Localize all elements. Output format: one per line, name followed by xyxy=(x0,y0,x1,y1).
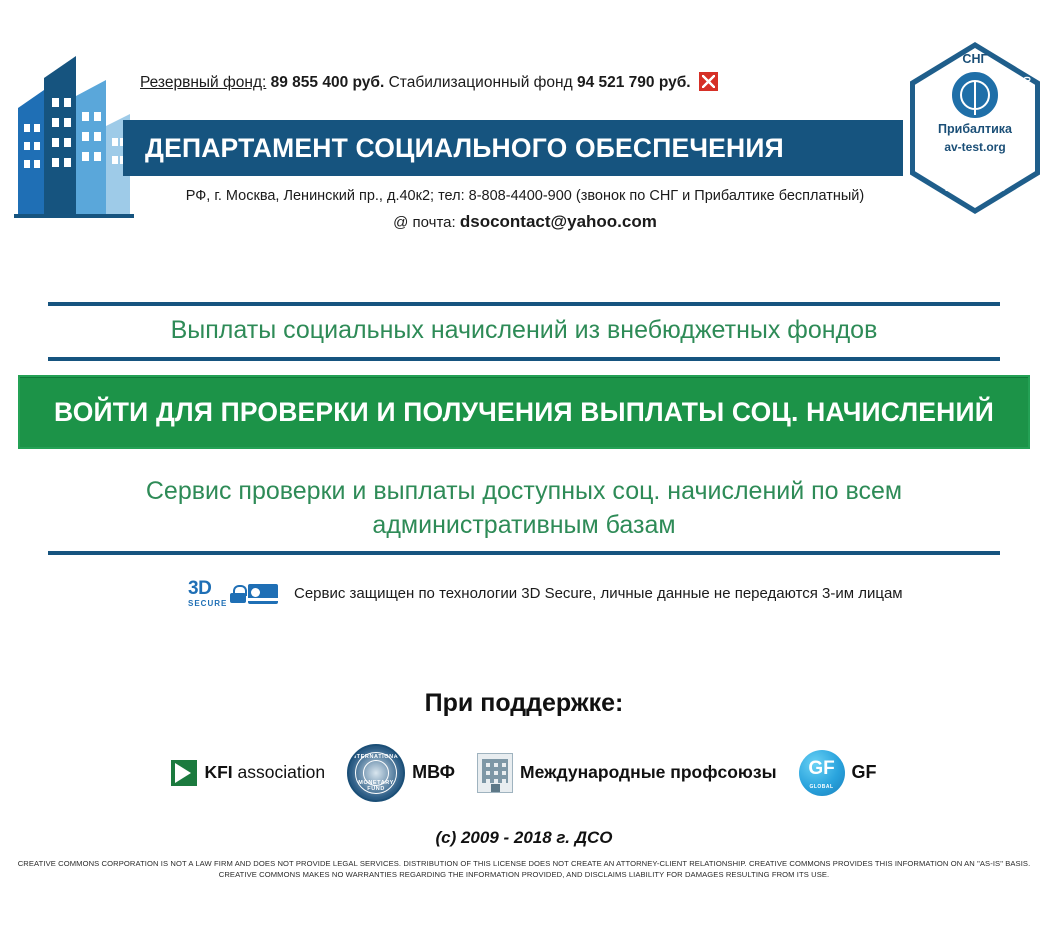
partner-gf xyxy=(799,750,877,796)
partner-unions-label: Международные профсоюзы xyxy=(520,762,777,782)
partner-kfi-label-rest: association xyxy=(232,762,326,782)
reserve-fund-value: 89 855 400 руб. xyxy=(270,74,385,91)
cta-wrapper xyxy=(18,375,1030,449)
section-benefits xyxy=(48,302,1000,361)
support-title: При поддержке: xyxy=(424,688,624,717)
building-logo-icon xyxy=(14,38,134,218)
partner-imf xyxy=(347,744,455,802)
section-benefits-heading: Выплаты социальных начислений из внебюджетных фондов xyxy=(170,316,878,344)
av-test-certified-badge xyxy=(910,42,1040,214)
cis-emblem-icon xyxy=(952,72,998,118)
copyright-text: (c) 2009 - 2018 г. ДСО xyxy=(435,827,613,847)
login-cta-button[interactable] xyxy=(18,375,1030,449)
email-row xyxy=(150,210,900,235)
reserve-fund-label: Резервный фонд: xyxy=(140,74,267,91)
section-service xyxy=(48,475,1000,555)
imf-seal-top-text: INTERNATIONAL xyxy=(349,753,403,760)
gf-globe-icon xyxy=(799,750,845,796)
badge-region-sub: Прибалтика xyxy=(938,122,1012,136)
contact-block xyxy=(150,186,900,235)
badge-platform-text: WINDOWS xyxy=(943,182,1007,194)
funds-ticker xyxy=(140,72,900,92)
3d-secure-text: 3D xyxy=(188,578,212,599)
legal-disclaimer: CREATIVE COMMONS CORPORATION IS NOT A LAW FIRM AND DOES NOT PROVIDE LEGAL SERVICES. DISTRIBUTION OF THIS LICENSE DOES NOT CREATE AN ATTORNEY-CLIENT RELATIONSHIP. CREATIVE COMMONS PROVIDES THIS INFORMATION ON AN "AS-IS" BASIS. CREATIVE COMMONS MAKES NO WARRANTIES REGARDING THE INFORMATION PROVIDED, AND DISCLAIMS LIABILITY FOR DAMAGES RESULTING FROM ITS USE. xyxy=(17,858,1031,879)
partners-list xyxy=(0,744,1048,802)
imf-seal-bottom-text: MONETARY FUND xyxy=(358,779,394,792)
page-header xyxy=(0,0,1048,270)
kfi-logo-icon xyxy=(171,760,197,786)
3d-secure-word: SECURE xyxy=(188,599,228,608)
red-flag-icon xyxy=(699,72,718,91)
credit-card-icon xyxy=(248,584,278,604)
secure-notice-text: Сервис защищен по технологии 3D Secure, личные данные не передаются 3-им лицам xyxy=(294,585,903,602)
imf-seal-icon xyxy=(347,744,405,802)
partner-kfi-label-bold: KFI xyxy=(204,762,233,782)
department-title-bar xyxy=(123,120,903,176)
partner-gf-label: GF xyxy=(851,762,877,782)
gf-icon-sub: GLOBAL xyxy=(809,783,834,790)
stabilization-fund-value: 94 521 790 руб. xyxy=(576,74,691,91)
email-label: @ почта: xyxy=(393,214,456,232)
lock-icon xyxy=(230,585,246,603)
divider-service xyxy=(48,551,1000,555)
page-title: ДЕПАРТАМЕНТ СОЦИАЛЬНОГО ОБЕСПЕЧЕНИЯ xyxy=(145,132,784,163)
badge-site: av-test.org xyxy=(944,140,1006,154)
badge-region-top: СНГ xyxy=(962,52,988,66)
badge-certified-text: CERTIFIED xyxy=(930,160,1020,177)
partner-unions xyxy=(477,753,776,793)
address-line: РФ, г. Москва, Ленинский пр., д.40к2; тел: 8-808-4400-900 (звонок по СНГ и Прибалтике бесплатный) xyxy=(185,188,865,204)
partner-kfi-label xyxy=(204,762,325,783)
login-cta-label: ВОЙТИ ДЛЯ ПРОВЕРКИ И ПОЛУЧЕНИЯ ВЫПЛАТЫ СОЦ. НАЧИСЛЕНИЙ xyxy=(54,396,994,427)
partner-kfi xyxy=(171,760,325,786)
partner-imf-label: МВФ xyxy=(412,762,456,782)
badge-date: 08/2017 xyxy=(1021,76,1032,116)
gf-icon-letter: GF xyxy=(808,757,835,779)
3d-secure-logo-icon xyxy=(188,577,284,611)
section-service-heading: Сервис проверки и выплаты доступных соц. начислений по всем административным базам xyxy=(145,477,903,539)
email-value[interactable]: dsocontact@yahoo.com xyxy=(459,212,657,232)
divider-bottom xyxy=(48,357,1000,361)
stabilization-fund-label: Стабилизационный фонд xyxy=(388,74,573,91)
union-building-icon xyxy=(477,753,513,793)
secure-notice-row xyxy=(48,577,1000,611)
